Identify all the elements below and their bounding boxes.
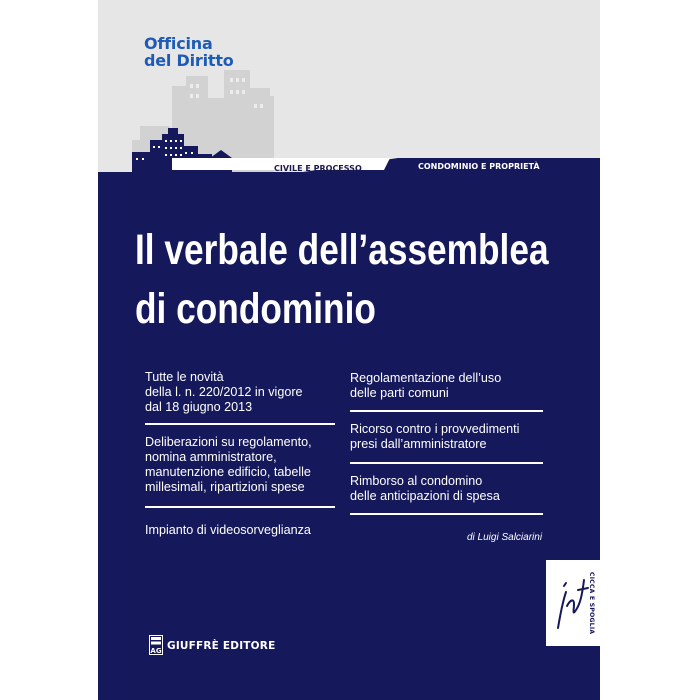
divider: [145, 423, 335, 425]
publisher-logo: [149, 635, 163, 655]
text-line: Deliberazioni su regolamento,: [145, 435, 312, 449]
brand-line-1: Officina: [144, 34, 213, 53]
text-line: Tutte le novità: [145, 370, 224, 384]
divider: [350, 513, 543, 515]
series-mark-label: CICCA E SPOGLIA: [588, 572, 595, 635]
text-line: delle anticipazioni di spesa: [350, 489, 500, 503]
book-cover: [98, 0, 600, 700]
divider: [350, 410, 543, 412]
text-line: dal 18 giugno 2013: [145, 400, 253, 414]
series-label-left: CIVILE E PROCESSO: [274, 164, 362, 173]
text-line: Impianto di videosorveglianza: [145, 523, 311, 537]
right-block-3: [350, 474, 500, 504]
brand-line-2: del Diritto: [144, 51, 234, 70]
text-line: nomina amministratore,: [145, 450, 277, 464]
publisher-name: GIUFFRÈ EDITORE: [167, 640, 276, 652]
divider: [145, 506, 335, 508]
right-block-2: [350, 422, 519, 452]
series-mark-icon: [550, 566, 590, 636]
city-skyline-illustration: [98, 0, 600, 180]
text-line: della l. n. 220/2012 in vigore: [145, 385, 303, 399]
series-label-right: CONDOMINIO E PROPRIETÀ: [418, 162, 540, 171]
publisher-logo-text: AG: [150, 647, 162, 655]
text-line: delle parti comuni: [350, 386, 449, 400]
right-block-1: [350, 371, 501, 401]
left-block-1: [145, 370, 303, 415]
text-line: Ricorso contro i provvedimenti: [350, 422, 520, 436]
left-block-2: [145, 435, 312, 495]
text-line: manutenzione edificio, tabelle: [145, 465, 311, 479]
divider: [350, 462, 543, 464]
text-line: presi dall’amministratore: [350, 437, 487, 451]
text-line: Regolamentazione dell’uso: [350, 371, 502, 385]
author-credit: di Luigi Salciarini: [467, 532, 543, 543]
title-line-1: Il verbale dell’assemblea: [135, 226, 549, 274]
text-line: Rimborso al condomino: [350, 474, 483, 488]
text-line: millesimali, ripartizioni spese: [145, 480, 305, 494]
title-line-2: di condominio: [135, 285, 376, 333]
left-block-3: [145, 523, 311, 538]
